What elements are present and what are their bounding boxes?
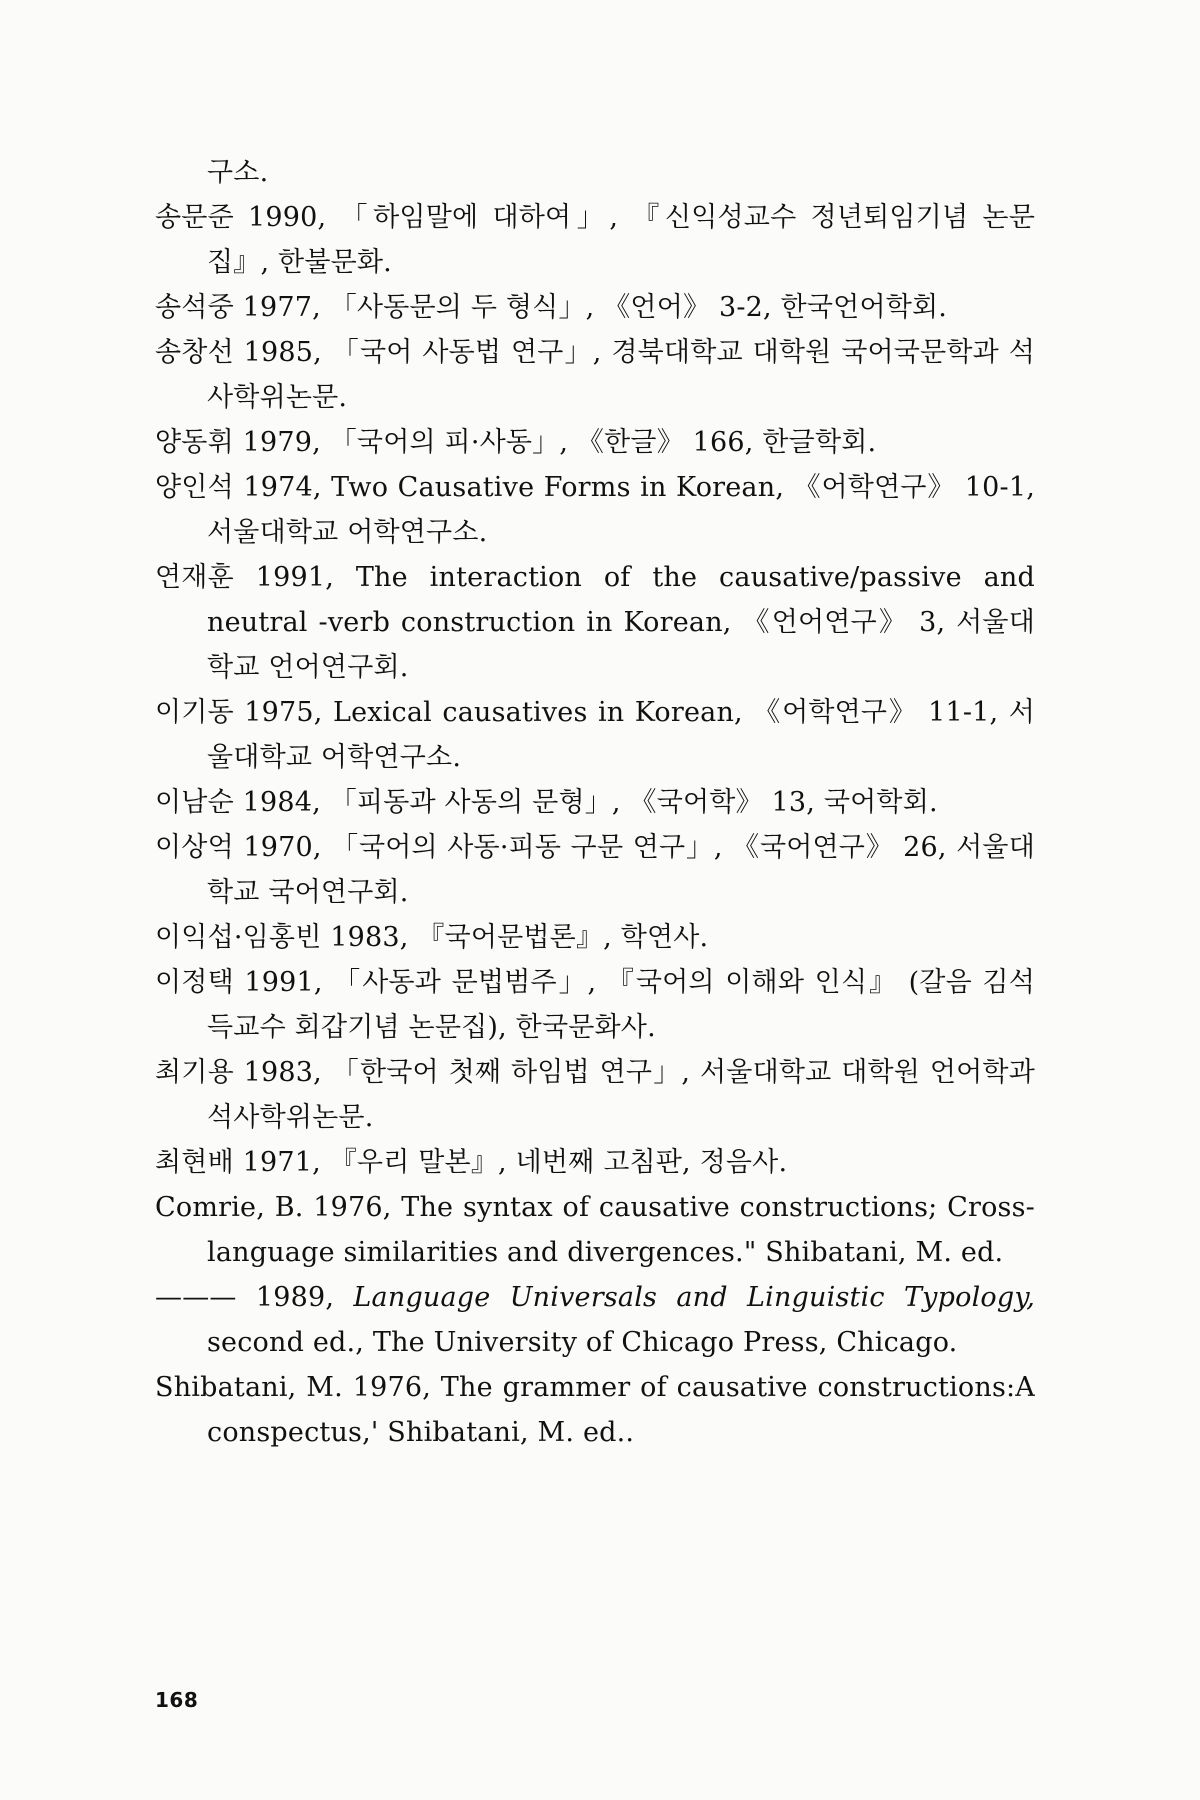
- page-number: 168: [155, 1688, 199, 1712]
- reference-entry-prefix: ——— 1989,: [155, 1282, 354, 1313]
- reference-entry: 이상억 1970, 「국어의 사동·피동 구문 연구」, 《국어연구》 26, 서울대학교 국어연구회.: [155, 832, 1035, 908]
- reference-entry: 이정택 1991, 「사동과 문법범주」, 『국어의 이해와 인식』 (갈음 김석득교수 회갑기념 논문집), 한국문화사.: [155, 967, 1035, 1043]
- reference-entry: 송창선 1985, 「국어 사동법 연구」, 경북대학교 대학원 국어국문학과 석사학위논문.: [155, 337, 1035, 413]
- reference-entry: 이기동 1975, Lexical causatives in Korean, 《어학연구》 11-1, 서울대학교 어학연구소.: [155, 697, 1035, 773]
- reference-list: [155, 150, 1035, 1455]
- reference-entry: 연재훈 1991, The interaction of the causative/passive and neutral -verb construction in Korean, 《언어연구》 3, 서울대학교 언어연구회.: [155, 562, 1035, 683]
- book-title: Language Universals and Linguistic Typology,: [353, 1282, 1035, 1313]
- reference-entry: 송석중 1977, 「사동문의 두 형식」, 《언어》 3-2, 한국언어학회.: [155, 292, 948, 323]
- reference-entry: 최기용 1983, 「한국어 첫째 하임법 연구」, 서울대학교 대학원 언어학과 석사학위논문.: [155, 1057, 1035, 1133]
- reference-entry: Shibatani, M. 1976, The grammer of causative constructions:A conspectus,' Shibatani, M. ed..: [155, 1372, 1035, 1448]
- reference-entry: 이남순 1984, 「피동과 사동의 문형」, 《국어학》 13, 국어학회.: [155, 787, 938, 818]
- reference-entry: 송문준 1990, 「하임말에 대하여」, 『신익성교수 정년퇴임기념 논문집』, 한불문화.: [155, 202, 1035, 278]
- reference-entry: 양동휘 1979, 「국어의 피·사동」, 《한글》 166, 한글학회.: [155, 427, 877, 458]
- reference-entry: [155, 1275, 1035, 1365]
- reference-entry: Comrie, B. 1976, The syntax of causative constructions; Cross-language similarities and divergences." Shibatani, M. ed.: [155, 1192, 1035, 1268]
- reference-entry: 최현배 1971, 『우리 말본』, 네번째 고침판, 정음사.: [155, 1147, 788, 1178]
- reference-entry-suffix: second ed., The University of Chicago Press, Chicago.: [207, 1327, 958, 1358]
- reference-entry-continuation: 구소.: [207, 157, 269, 188]
- reference-entry: 이익섭·임홍빈 1983, 『국어문법론』, 학연사.: [155, 922, 709, 953]
- reference-entry: 양인석 1974, Two Causative Forms in Korean, 《어학연구》 10-1, 서울대학교 어학연구소.: [155, 472, 1035, 548]
